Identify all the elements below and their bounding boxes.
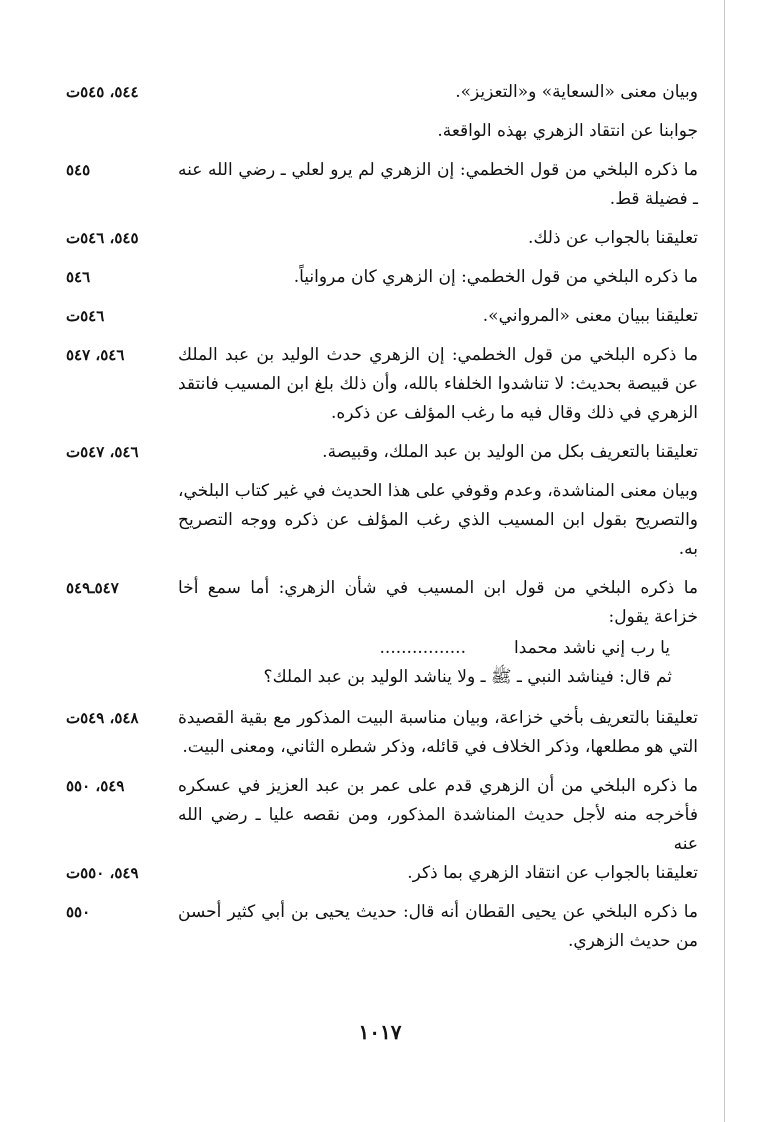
page-ref: ٥٤٩، ٥٥٠: [66, 777, 125, 795]
index-entry: [66, 156, 698, 214]
entry-text: وبيان معنى المناشدة، وعدم وقوفي على هذا الحديث في غير كتاب البلخي، والتصريح بقول ابن المسيب الذي رغب المؤلف عن ذكره ووجه التصريح به.: [178, 481, 698, 559]
page-ref: ٥٤٥: [66, 161, 91, 179]
verse-ellipsis: ................: [379, 638, 466, 658]
index-entry: [66, 859, 698, 888]
entry-text: تعليقنا بالتعريف بأخي خزاعة، وبيان مناسبة البيت المذكور مع بقية القصيدة التي هو مطلعها، وذكر الخلاف في قائله، وذكر شطره الثاني، ومعنى البيت.: [178, 708, 698, 757]
index-entry: [66, 263, 698, 292]
page-edge-rule: [724, 0, 725, 1122]
page-ref: ٥٤٦، ٥٤٧ت: [66, 443, 139, 461]
entry-text: تعليقنا بالتعريف بكل من الوليد بن عبد الملك، وقبيصة.: [322, 442, 698, 462]
entry-text: ما ذكره البلخي من قول الخطمي: إن الزهري لم يرو لعلي ـ رضي الله عنه ـ فضيلة قط.: [178, 160, 698, 209]
entry-text: تعليقنا ببيان معنى «المرواني».: [482, 306, 698, 326]
index-entry: [66, 898, 698, 956]
entry-text: ما ذكره البلخي من أن الزهري قدم على عمر بن عبد العزيز في عسكره فأخرجه منه لأجل حديث المناشدة المذكور، ومن نقصه عليا ـ رضي الله عنه: [178, 776, 698, 854]
poetry-verse: [66, 634, 670, 692]
entry-text: ما ذكره البلخي من قول الخطمي: إن الزهري حدث الوليد بن عبد الملك عن قبيصة بحديث: لا تناشدوا الخلفاء بالله، وأن ذلك بلغ ابن المسيب فانتقد الزهري في ذلك وقال فيه ما رغب المؤلف عن ذكره.: [178, 345, 698, 423]
index-entry: [66, 341, 698, 428]
entry-text: ما ذكره البلخي عن يحيى القطان أنه قال: حديث يحيى بن أبي كثير أحسن من حديث الزهري.: [178, 902, 698, 951]
entry-text: ما ذكره البلخي من قول الخطمي: إن الزهري كان مروانياً.: [293, 267, 698, 287]
entry-text: تعليقنا بالجواب عن انتقاد الزهري بما ذكر.: [407, 863, 698, 883]
index-entry: [66, 772, 698, 859]
page-ref: ٥٤٤، ٥٤٥ت: [66, 83, 139, 101]
page-ref: ٥٤٦: [66, 268, 91, 286]
index-entry: [66, 704, 698, 762]
index-entry: [66, 302, 698, 331]
index-page: [66, 78, 698, 966]
entry-text: جوابنا عن انتقاد الزهري بهذه الواقعة.: [437, 121, 698, 141]
index-entry: [66, 477, 698, 564]
verse-followup: ثم قال: فيناشد النبي ـ ﷺ ـ ولا يناشد الوليد بن عبد الملك؟: [263, 667, 672, 687]
index-entry: [66, 574, 698, 632]
index-entry: [66, 224, 698, 253]
index-entry: [66, 117, 698, 146]
page-number: ١٠١٧: [358, 1020, 402, 1044]
index-entry: [66, 78, 698, 107]
page-ref: ٥٤٩، ٥٥٠ت: [66, 864, 139, 882]
index-entry: [66, 438, 698, 467]
page-ref: ٥٤٧ـ٥٤٩: [66, 579, 119, 597]
entry-text: وبيان معنى «السعاية» و«التعزيز».: [455, 82, 698, 102]
entry-text: ما ذكره البلخي من قول ابن المسيب في شأن الزهري: أما سمع أخا خزاعة يقول:: [178, 578, 698, 627]
verse-hemistich: يا رب إني ناشد محمدا: [514, 638, 670, 658]
page-ref: ٥٤٥، ٥٤٦ت: [66, 229, 139, 247]
page-ref: ٥٥٠: [66, 903, 91, 921]
entry-text: تعليقنا بالجواب عن ذلك.: [528, 228, 698, 248]
page-ref: ٥٤٦ت: [66, 307, 105, 325]
page-ref: ٥٤٦، ٥٤٧: [66, 346, 125, 364]
page-ref: ٥٤٨، ٥٤٩ت: [66, 709, 139, 727]
